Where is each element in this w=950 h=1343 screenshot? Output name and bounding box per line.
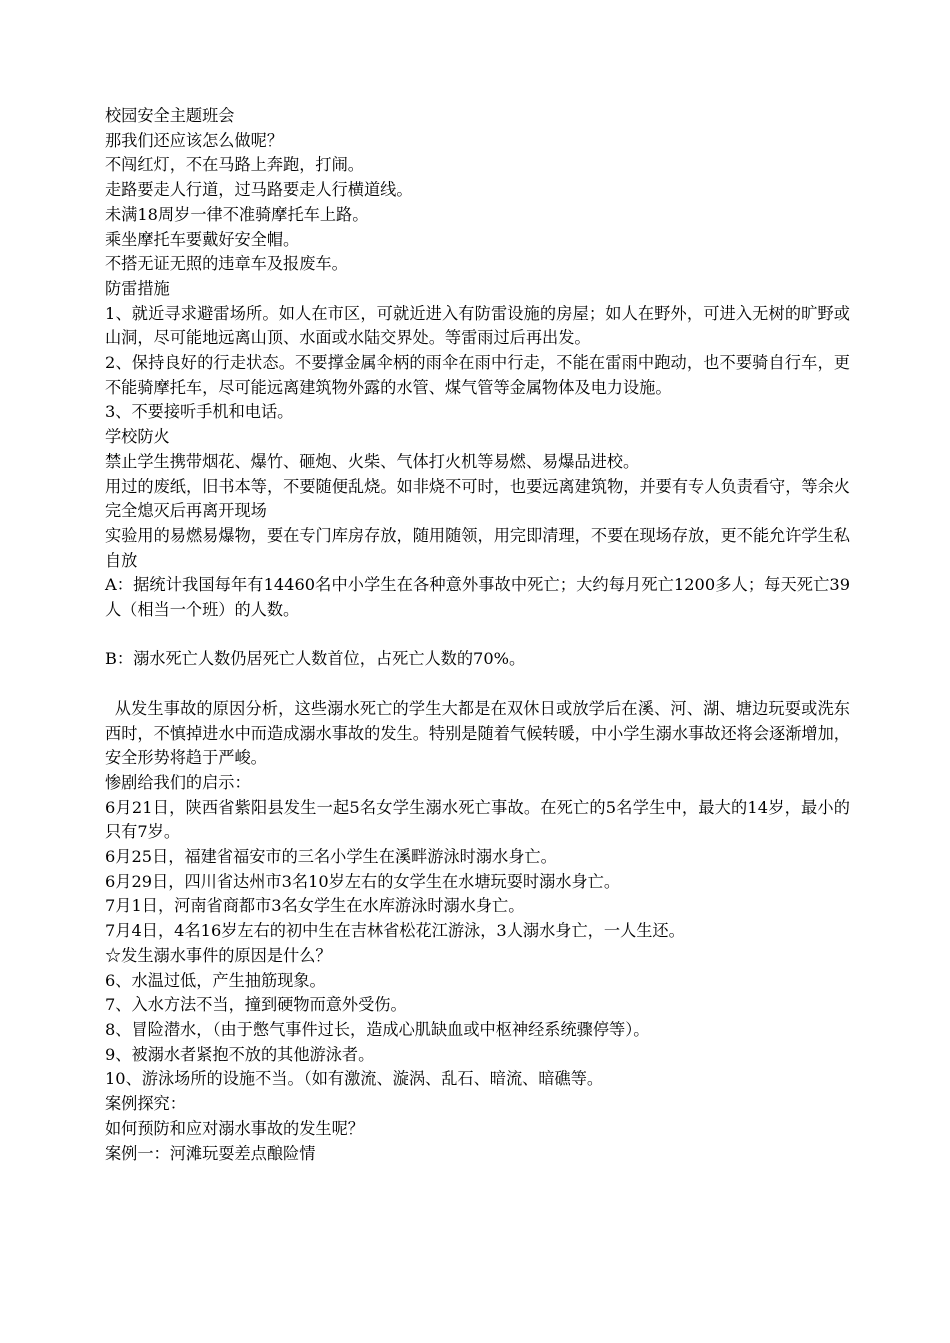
section-heading-fire: 学校防火 [105,427,170,447]
blank-line [105,623,850,648]
lightning-measure-2: 2、保持良好的行走状态。不要撑金属伞柄的雨伞在雨中行走，不能在雷雨中跑动，也不要骑自行车，更不能骑摩托车，尽可能远离建筑物外露的水管、煤气管等金属物体及电力设施。 [105,353,850,397]
traffic-rule-4: 乘坐摩托车要戴好安全帽。 [105,229,300,249]
fire-rule-2: 用过的废纸，旧书本等，不要随便乱烧。如非烧不可时，也要远离建筑物，并要有专人负责看守，等余火完全熄灭后再离开现场 [105,476,850,521]
question-line: 那我们还应该怎么做呢？ [105,130,284,150]
incident-2: 6月25日，福建省福安市的三名小学生在溪畔游泳时溺水身亡。 [105,847,557,867]
section-heading-lightning: 防雷措施 [105,278,170,298]
cause-6: 6、水温过低，产生抽筋现象。 [105,970,326,990]
incident-1: 6月21日，陕西省紫阳县发生一起5名女学生溺水死亡事故。在死亡的5名学生中，最大的14岁，最小的只有7岁。 [105,797,850,842]
cause-10: 10、游泳场所的设施不当。（如有激流、漩涡、乱石、暗流、暗礁等。 [105,1069,604,1089]
cause-analysis-paragraph: 从发生事故的原因分析，这些溺水死亡的学生大都是在双休日或放学后在溪、河、湖、塘边玩耍或洗东西时，不慎掉进水中而造成溺水事故的发生。特别是随着气候转暖，中小学生溺水事故还将会逐渐增加，安全形势将趋于严峻。 [105,698,850,768]
incident-3: 6月29日，四川省达州市3名10岁左右的女学生在水塘玩耍时溺水身亡。 [105,871,621,891]
incident-4: 7月1日，河南省商都市3名女学生在水库游泳时溺水身亡。 [105,896,525,916]
cause-7: 7、入水方法不当，撞到硬物而意外受伤。 [105,995,407,1015]
traffic-rule-2: 走路要走人行道，过马路要走人行横道线。 [105,180,413,200]
fire-rule-3: 实验用的易燃易爆物，要在专门库房存放，随用随领，用完即清理，不要在现场存放，更不能允许学生私自放 [105,525,850,570]
incident-5: 7月4日，4名16岁左右的初中生在吉林省松花江游泳，3人溺水身亡，一人生还。 [105,921,685,941]
case-one-title: 案例一：河滩玩耍差点酿险情 [105,1143,316,1163]
lightning-measure-1: 1、就近寻求避雷场所。如人在市区，可就近进入有防雷设施的房屋；如人在野外，可进入无树的旷野或山洞，尽可能地远离山顶、水面或水陆交界处。等雷雨过后再出发。 [105,303,850,348]
document-title: 校园安全主题班会 [105,106,235,125]
statistic-a: A：据统计我国每年有14460名中小学生在各种意外事故中死亡；大约每月死亡1200多人；每天死亡39人（相当一个班）的人数。 [105,575,850,620]
traffic-rule-3: 未满18周岁一律不准骑摩托车上路。 [105,204,369,224]
section-heading-causes: ☆发生溺水事件的原因是什么？ [105,945,332,965]
fire-rule-1: 禁止学生携带烟花、爆竹、砸炮、火柴、气体打火机等易燃、易爆品进校。 [105,451,640,471]
statistic-b: B：溺水死亡人数仍居死亡人数首位，占死亡人数的70%。 [105,649,526,669]
cause-9: 9、被溺水者紧抱不放的其他游泳者。 [105,1044,375,1064]
cause-8: 8、冒险潜水，（由于憋气事件过长，造成心肌缺血或中枢神经系统骤停等）。 [105,1019,650,1039]
blank-line [105,672,850,697]
prevention-question: 如何预防和应对溺水事故的发生呢？ [105,1118,364,1138]
traffic-rule-5: 不搭无证无照的违章车及报废车。 [105,254,348,274]
section-heading-lessons: 惨剧给我们的启示： [105,772,251,792]
lightning-measure-3: 3、不要接听手机和电话。 [105,402,294,422]
document-body [105,104,850,1166]
section-heading-case-study: 案例探究： [105,1094,186,1114]
traffic-rule-1: 不闯红灯，不在马路上奔跑，打闹。 [105,155,364,175]
